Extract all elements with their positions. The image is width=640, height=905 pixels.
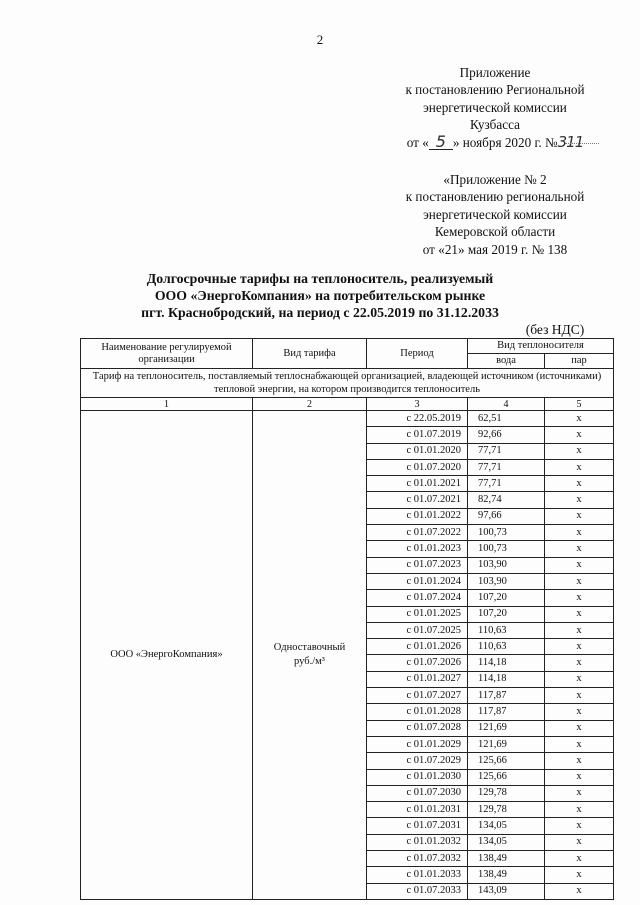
appendix-line: Приложение: [459, 65, 531, 80]
period-cell: с 01.01.2022: [367, 508, 468, 524]
water-cell: 110,63: [468, 639, 545, 655]
water-cell: 121,69: [468, 736, 545, 752]
water-cell: 110,63: [468, 622, 545, 638]
org-name-cell: ООО «ЭнергоКомпания»: [81, 411, 253, 900]
appendix2-line: к постановлению региональной: [405, 189, 585, 205]
table-note: Тариф на теплоноситель, поставляемый теплоснабжающей организацией, владеющей источником (источниками) тепловой энергии, на котором производится теплоноситель: [81, 369, 614, 398]
water-cell: 107,20: [468, 590, 545, 606]
period-cell: с 01.01.2023: [367, 541, 468, 557]
appendix-line: Кузбасса: [470, 117, 520, 133]
tariff-kind: Одноставочный: [273, 641, 346, 653]
steam-cell: х: [545, 671, 614, 687]
handwritten-number: 311: [557, 132, 584, 151]
water-cell: 143,09: [468, 883, 545, 899]
period-cell: с 01.07.2022: [367, 525, 468, 541]
water-cell: 117,87: [468, 688, 545, 704]
steam-cell: х: [545, 720, 614, 736]
water-cell: 103,90: [468, 573, 545, 589]
period-cell: с 01.01.2021: [367, 476, 468, 492]
water-cell: 77,71: [468, 476, 545, 492]
steam-cell: х: [545, 867, 614, 883]
water-cell: 77,71: [468, 443, 545, 459]
steam-cell: х: [545, 459, 614, 475]
tariff-rows: [81, 411, 614, 900]
header-kind: Вид тарифа: [253, 339, 367, 369]
period-cell: с 01.07.2028: [367, 720, 468, 736]
period-cell: с 01.07.2033: [367, 883, 468, 899]
col-number: 3: [367, 398, 468, 411]
signature-mark: [565, 143, 599, 144]
water-cell: 117,87: [468, 704, 545, 720]
period-cell: с 01.01.2029: [367, 736, 468, 752]
period-cell: с 01.07.2021: [367, 492, 468, 508]
steam-cell: х: [545, 476, 614, 492]
appendix2-line: энергетической комиссии: [423, 206, 567, 222]
steam-cell: х: [545, 427, 614, 443]
tariff-kind-cell: [253, 411, 367, 900]
period-cell: с 01.01.2025: [367, 606, 468, 622]
water-cell: 77,71: [468, 459, 545, 475]
period-cell: с 01.07.2025: [367, 622, 468, 638]
water-cell: 125,66: [468, 769, 545, 785]
steam-cell: х: [545, 818, 614, 834]
title-line: пгт. Краснобродский, на период с 22.05.2019 по 31.12.2033: [141, 305, 499, 320]
period-cell: с 01.01.2027: [367, 671, 468, 687]
steam-cell: х: [545, 557, 614, 573]
water-cell: 134,05: [468, 834, 545, 850]
water-cell: 107,20: [468, 606, 545, 622]
appendix-line: энергетической комиссии: [423, 99, 567, 115]
water-cell: 129,78: [468, 785, 545, 801]
no-vat-note: (без НДС): [525, 322, 585, 337]
appendix2-line: «Приложение № 2: [443, 172, 547, 187]
tariff-table: [80, 338, 614, 900]
water-cell: 138,49: [468, 851, 545, 867]
appendix-line: к постановлению Региональной: [405, 82, 585, 98]
steam-cell: х: [545, 443, 614, 459]
appendix-date-prefix: от «: [406, 134, 429, 150]
header-steam: пар: [545, 354, 614, 369]
steam-cell: х: [545, 785, 614, 801]
period-cell: с 01.07.2027: [367, 688, 468, 704]
col-number: 5: [545, 398, 614, 411]
period-cell: с 01.01.2032: [367, 834, 468, 850]
period-cell: с 01.01.2020: [367, 443, 468, 459]
col-number: 2: [253, 398, 367, 411]
col-number: 4: [468, 398, 545, 411]
header-org: Наименование регулируемой организации: [81, 339, 253, 369]
period-cell: с 22.05.2019: [367, 411, 468, 427]
header-carrier: Вид теплоносителя: [468, 339, 614, 354]
period-cell: с 01.07.2026: [367, 655, 468, 671]
header-period: Период: [367, 339, 468, 369]
title-line: ООО «ЭнергоКомпания» на потребительском рынке: [154, 288, 486, 303]
steam-cell: х: [545, 802, 614, 818]
steam-cell: х: [545, 606, 614, 622]
appendix2-line: от «21» мая 2019 г. № 138: [422, 241, 568, 257]
water-cell: 100,73: [468, 541, 545, 557]
water-cell: 92,66: [468, 427, 545, 443]
steam-cell: х: [545, 769, 614, 785]
title-line: Долгосрочные тарифы на теплоноситель, реализуемый: [146, 271, 494, 286]
steam-cell: х: [545, 639, 614, 655]
steam-cell: х: [545, 736, 614, 752]
water-cell: 125,66: [468, 753, 545, 769]
period-cell: с 01.07.2019: [367, 427, 468, 443]
water-cell: 103,90: [468, 557, 545, 573]
steam-cell: х: [545, 525, 614, 541]
table-row: [81, 411, 614, 427]
period-cell: с 01.01.2030: [367, 769, 468, 785]
steam-cell: х: [545, 622, 614, 638]
appendix2-line: Кемеровской области: [434, 224, 556, 240]
period-cell: с 01.07.2031: [367, 818, 468, 834]
steam-cell: х: [545, 834, 614, 850]
water-cell: 62,51: [468, 411, 545, 427]
period-cell: с 01.07.2024: [367, 590, 468, 606]
page-number: 2: [316, 32, 324, 47]
period-cell: с 01.01.2024: [367, 573, 468, 589]
steam-cell: х: [545, 411, 614, 427]
steam-cell: х: [545, 590, 614, 606]
tariff-unit: руб./м³: [294, 655, 325, 667]
steam-cell: х: [545, 688, 614, 704]
header-water: вода: [468, 354, 545, 369]
steam-cell: х: [545, 753, 614, 769]
water-cell: 114,18: [468, 671, 545, 687]
water-cell: 100,73: [468, 525, 545, 541]
steam-cell: х: [545, 492, 614, 508]
water-cell: 82,74: [468, 492, 545, 508]
steam-cell: х: [545, 655, 614, 671]
steam-cell: х: [545, 704, 614, 720]
col-number: 1: [81, 398, 253, 411]
water-cell: 97,66: [468, 508, 545, 524]
steam-cell: х: [545, 851, 614, 867]
water-cell: 121,69: [468, 720, 545, 736]
water-cell: 114,18: [468, 655, 545, 671]
document-title: [80, 270, 560, 321]
period-cell: с 01.07.2029: [367, 753, 468, 769]
period-cell: с 01.01.2028: [367, 704, 468, 720]
period-cell: с 01.01.2033: [367, 867, 468, 883]
steam-cell: х: [545, 508, 614, 524]
steam-cell: х: [545, 573, 614, 589]
steam-cell: х: [545, 541, 614, 557]
water-cell: 138,49: [468, 867, 545, 883]
handwritten-day: 5: [429, 135, 453, 150]
appendix2-block: [370, 171, 620, 258]
period-cell: с 01.07.2030: [367, 785, 468, 801]
water-cell: 134,05: [468, 818, 545, 834]
period-cell: с 01.07.2023: [367, 557, 468, 573]
period-cell: с 01.01.2026: [367, 639, 468, 655]
period-cell: с 01.07.2032: [367, 851, 468, 867]
appendix-date-suffix: » ноября 2020 г. №: [452, 134, 558, 150]
period-cell: с 01.07.2020: [367, 459, 468, 475]
period-cell: с 01.01.2031: [367, 802, 468, 818]
water-cell: 129,78: [468, 802, 545, 818]
steam-cell: х: [545, 883, 614, 899]
appendix-block: [370, 64, 620, 151]
